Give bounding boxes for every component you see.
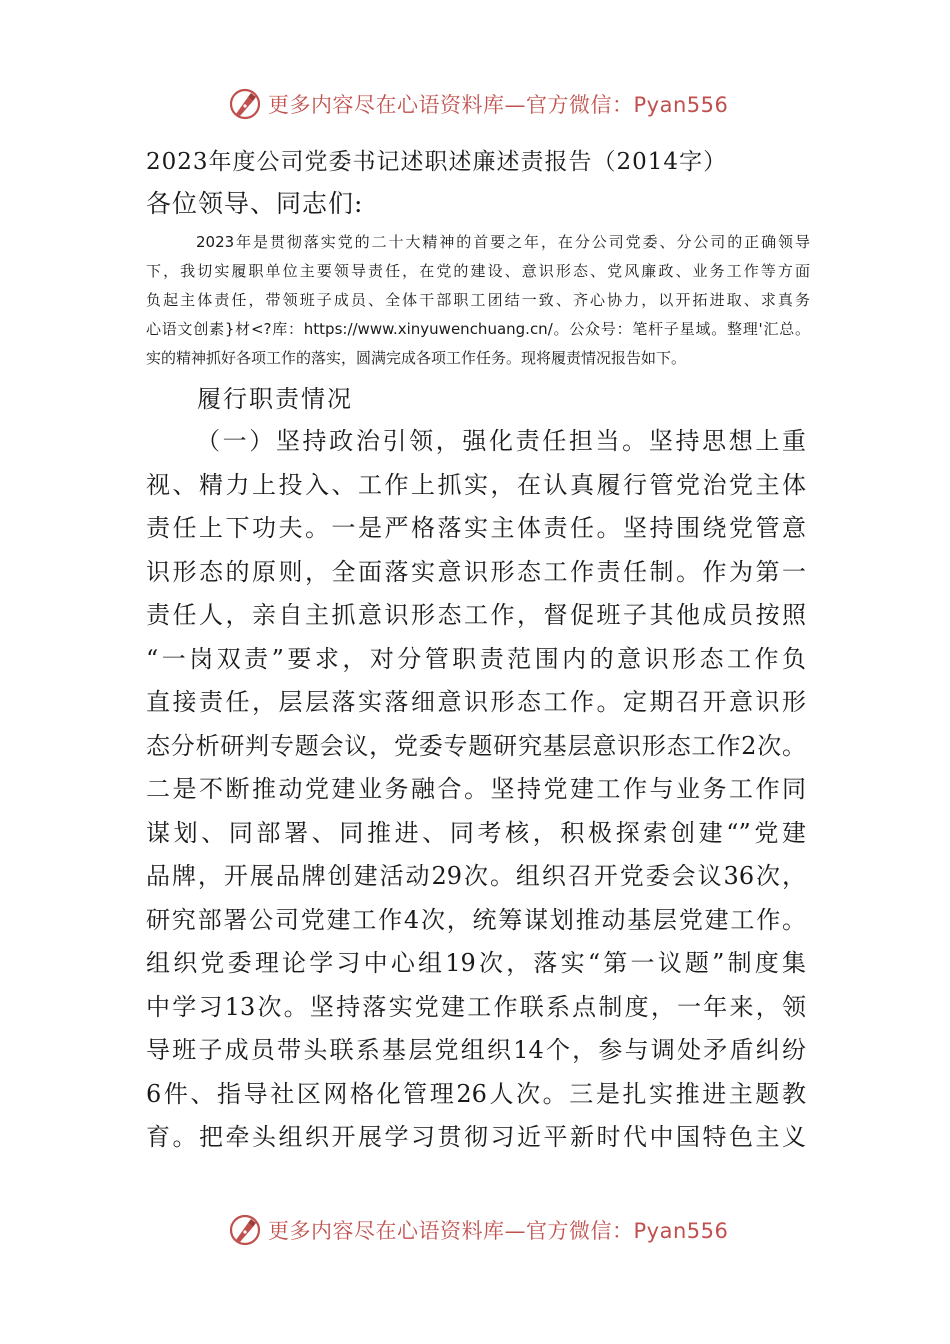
body-line: 育。把牵头组织开展学习贯彻习近平新时代中国特色主义: [146, 1123, 806, 1151]
body-line: 责任上下功夫。一是严格落实主体责任。坚持围绕党管意: [146, 514, 806, 542]
body-paragraph: [146, 420, 806, 1160]
body-line: 6件、指导社区网格化管理26人次。三是扎实推进主题教: [146, 1079, 806, 1108]
body-line: （一）坚持政治引领，强化责任担当。坚持思想上重: [196, 427, 806, 455]
body-line: 态分析研判专题会议，党委专题研究基层意识形态工作2次。: [146, 731, 806, 760]
intro-paragraph: [146, 228, 810, 373]
watermark-text: 更多内容尽在心语资料库—官方微信：Pyan556: [268, 93, 729, 117]
intro-line: 下，我切实履职单位主要领导责任，在党的建设、意识形态、党风廉政、业务工作等方面: [146, 262, 810, 280]
body-line: 二是不断推动党建业务融合。坚持党建工作与业务工作同: [146, 775, 806, 803]
body-line: 导班子成员带头联系基层党组织14个，参与调处矛盾纠纷: [146, 1036, 806, 1064]
salutation: 各位领导、同志们:: [146, 189, 364, 218]
body-line: 责任人，亲自主抓意识形态工作，督促班子其他成员按照: [146, 601, 806, 629]
pen-nib-logo-icon: [228, 1213, 262, 1247]
header-watermark-banner: [228, 84, 728, 124]
intro-line: 心语文创素}材<?库：https://www.xinyuwenchuang.cn/。公众号：笔杆子星域。整理'汇总。: [146, 320, 810, 338]
watermark-text: 更多内容尽在心语资料库—官方微信：Pyan556: [268, 1219, 729, 1243]
body-line: “一岗双责”要求，对分管职责范围内的意识形态工作负: [146, 644, 806, 673]
body-line: 品牌，开展品牌创建活动29次。组织召开党委会议36次，: [146, 862, 806, 890]
intro-line: 实的精神抓好各项工作的落实，圆满完成各项工作任务。现将履责情况报告如下。: [146, 349, 687, 367]
section-heading: 履行职责情况: [197, 385, 353, 413]
document-title: 2023年度公司党委书记述职述廉述责报告（2014字）: [146, 149, 728, 175]
intro-line: 负起主体责任，带领班子成员、全体干部职工团结一致、齐心协力，以开拓进取、求真务: [146, 291, 810, 309]
body-line: 视、精力上投入、工作上抓实，在认真履行管党治党主体: [146, 470, 806, 499]
pen-nib-logo-icon: [228, 87, 262, 121]
body-line: 谋划、同部署、同推进、同考核，积极探索创建“”党建: [146, 818, 806, 847]
body-line: 直接责任，层层落实落细意识形态工作。定期召开意识形: [146, 688, 806, 716]
body-line: 研究部署公司党建工作4次，统筹谋划推动基层党建工作。: [146, 905, 806, 934]
body-line: 识形态的原则，全面落实意识形态工作责任制。作为第一: [146, 557, 806, 586]
body-line: 中学习13次。坚持落实党建工作联系点制度，一年来，领: [146, 992, 806, 1021]
footer-watermark-banner: [228, 1210, 728, 1250]
body-line: 组织党委理论学习中心组19次，落实“第一议题”制度集: [146, 949, 806, 977]
intro-line: 2023年是贯彻落实党的二十大精神的首要之年，在分公司党委、分公司的正确领导: [196, 233, 810, 251]
